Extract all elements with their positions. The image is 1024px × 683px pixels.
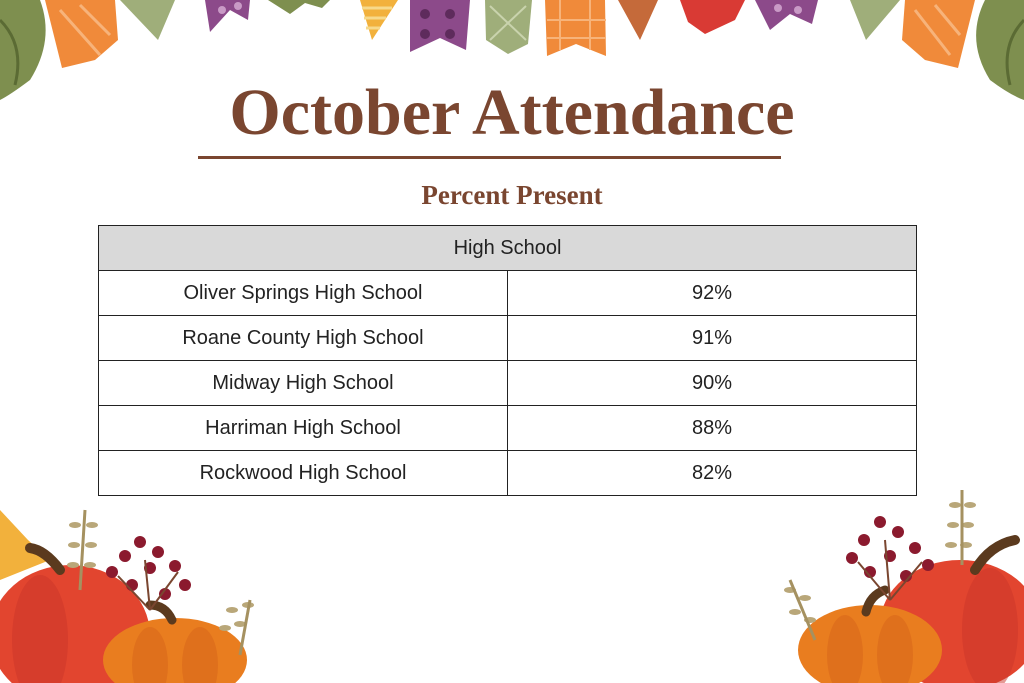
table-row <box>99 361 917 406</box>
attendance-percent: 90% <box>508 361 917 406</box>
attendance-percent: 92% <box>508 271 917 316</box>
table-row <box>99 406 917 451</box>
attendance-table <box>98 225 917 496</box>
pumpkins <box>0 510 1024 683</box>
attendance-percent: 91% <box>508 316 917 361</box>
attendance-percent: 88% <box>508 406 917 451</box>
table-row <box>99 316 917 361</box>
title-underline <box>198 156 781 159</box>
table-header-row <box>99 226 917 271</box>
attendance-percent: 82% <box>508 451 917 496</box>
table-row <box>99 271 917 316</box>
page-title: October Attendance <box>229 76 795 149</box>
table-header: High School <box>99 226 917 271</box>
school-name: Roane County High School <box>99 316 508 361</box>
school-name: Oliver Springs High School <box>99 271 508 316</box>
school-name: Midway High School <box>99 361 508 406</box>
school-name: Harriman High School <box>99 406 508 451</box>
table-row <box>99 451 917 496</box>
school-name: Rockwood High School <box>99 451 508 496</box>
page-subtitle: Percent Present <box>421 180 603 210</box>
bunting-flags <box>205 0 818 56</box>
